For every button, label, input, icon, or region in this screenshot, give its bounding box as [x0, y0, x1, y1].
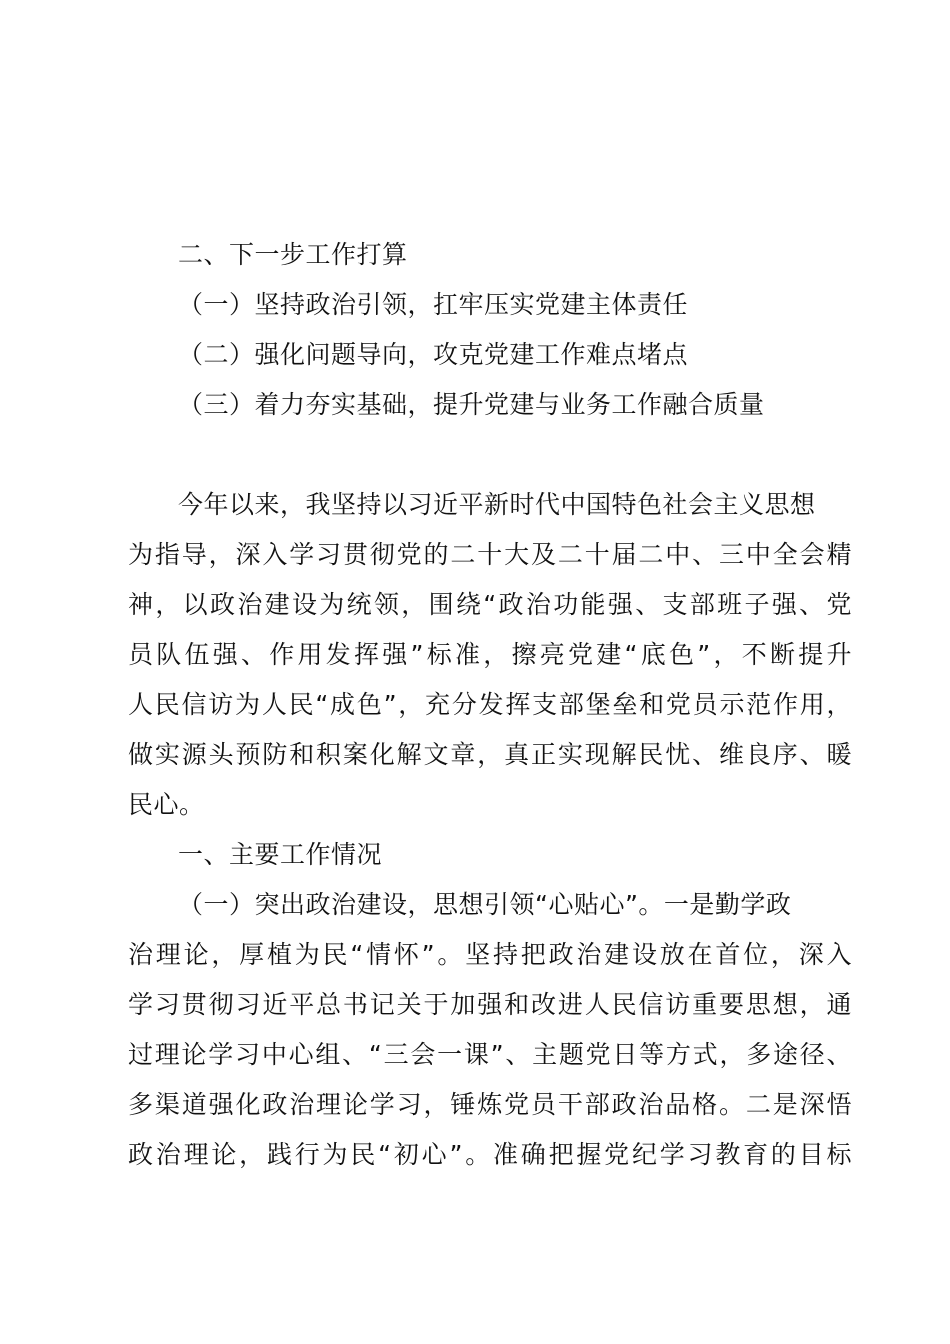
intro-line-6: 做实源头预防和积案化解文章，真正实现解民忧、维良序、暖: [128, 740, 852, 769]
intro-line-3: 神，以政治建设为统领，围绕“政治功能强、支部班子强、党: [128, 590, 852, 619]
next-steps-item-3: （三）着力夯实基础，提升党建与业务工作融合质量: [178, 390, 765, 419]
next-steps-item-2: （二）强化问题导向，攻克党建工作难点堵点: [178, 340, 689, 369]
section-1-line-6: 政治理论，践行为民“初心”。准确把握党纪学习教育的目标: [128, 1140, 852, 1169]
next-steps-heading: 二、下一步工作打算: [178, 240, 408, 269]
section-1-line-2: 治理论，厚植为民“情怀”。坚持把政治建设放在首位，深入: [128, 940, 852, 969]
section-1-line-5: 多渠道强化政治理论学习，锤炼党员干部政治品格。二是深悟: [128, 1090, 852, 1119]
section-1-line-3: 学习贯彻习近平总书记关于加强和改进人民信访重要思想，通: [128, 990, 852, 1019]
intro-line-4: 员队伍强、作用发挥强”标准，擦亮党建“底色”，不断提升: [128, 640, 852, 669]
intro-line-5: 人民信访为人民“成色”，充分发挥支部堡垒和党员示范作用，: [128, 690, 852, 719]
section-1-line-1: （一）突出政治建设，思想引领“心贴心”。一是勤学政: [178, 890, 792, 919]
intro-line-2: 为指导，深入学习贯彻党的二十大及二十届二中、三中全会精: [128, 540, 852, 569]
section-1-heading: 一、主要工作情况: [178, 840, 383, 869]
next-steps-item-1: （一）坚持政治引领，扛牢压实党建主体责任: [178, 290, 689, 319]
section-1-line-4: 过理论学习中心组、“三会一课”、主题党日等方式，多途径、: [128, 1040, 852, 1069]
intro-line-1: 今年以来，我坚持以习近平新时代中国特色社会主义思想: [178, 490, 816, 519]
intro-line-7: 民心。: [128, 790, 205, 819]
